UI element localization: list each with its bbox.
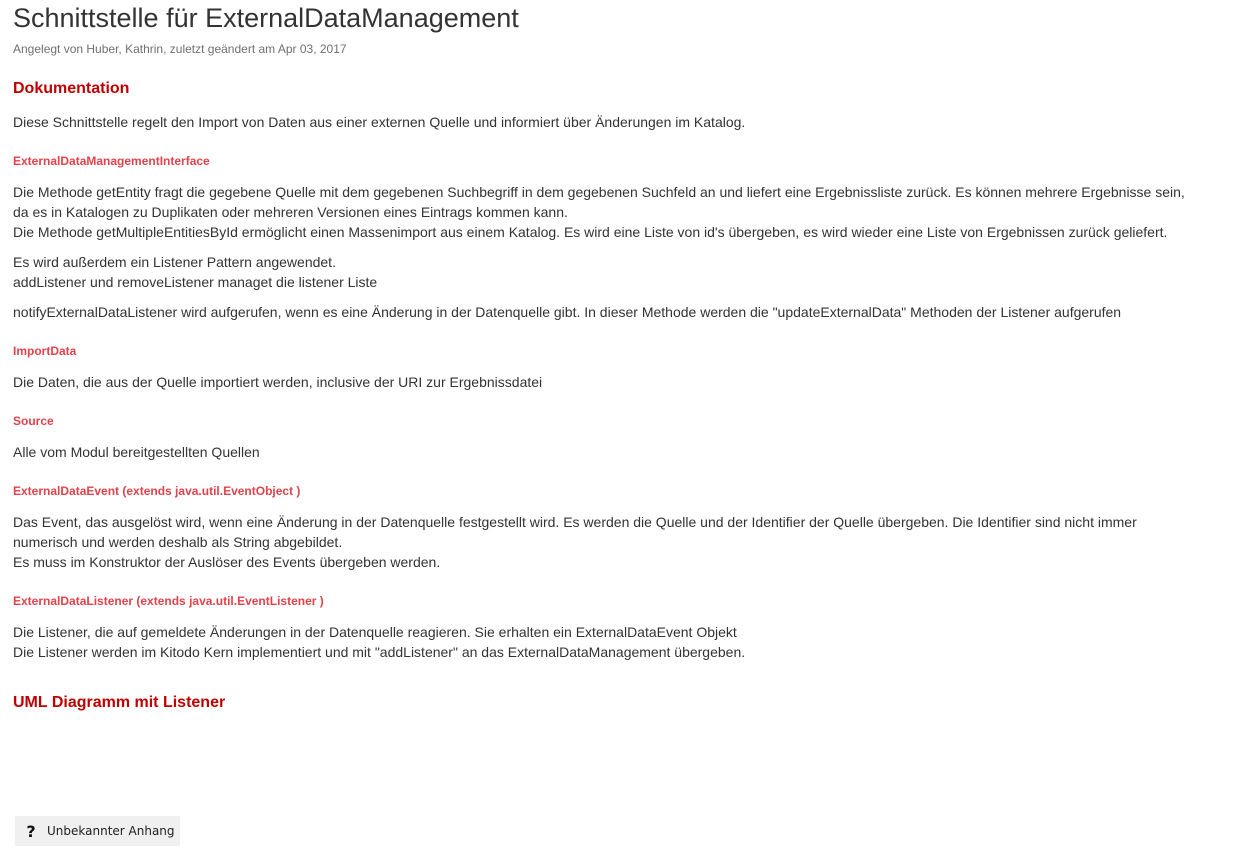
listener-description (13, 622, 1223, 662)
attachment-label: Unbekannter Anhang (47, 824, 175, 838)
event-description-line: numerisch und werden deshalb als String abgebildet. (13, 534, 343, 550)
interface-description-line: da es in Katalogen zu Duplikaten oder mehreren Versionen eines Eintrags kommen kann. (13, 204, 568, 220)
subheading-importdata: ImportData (13, 344, 77, 358)
interface-description (13, 182, 1223, 242)
subheading-source: Source (13, 414, 54, 428)
listener-description-line: Die Listener werden im Kitodo Kern implementiert und mit "addListener" an das ExternalDataManagement übergeben. (13, 644, 746, 660)
subheading-external-data-event: ExternalDataEvent (extends java.util.EventObject ) (13, 484, 301, 498)
listener-description-line: Die Listener, die auf gemeldete Änderungen in der Datenquelle reagieren. Sie erhalten ein ExternalDataEvent Objekt (13, 624, 737, 640)
section-heading-dokumentation: Dokumentation (13, 80, 130, 97)
documentation-intro: Diese Schnittstelle regelt den Import von Daten aus einer externen Quelle und informiert über Änderungen im Katalog. (13, 114, 746, 130)
event-description-line: Das Event, das ausgelöst wird, wenn eine Änderung in der Datenquelle festgestellt wird. Es werden die Quelle und der Identifier der Quelle übergeben. Die Identifier sind nicht immer (13, 514, 1137, 530)
source-description: Alle vom Modul bereitgestellten Quellen (13, 444, 260, 460)
subheading-external-data-listener: ExternalDataListener (extends java.util.EventListener ) (13, 594, 324, 608)
page-metadata: Angelegt von Huber, Kathrin, zuletzt geändert am Apr 03, 2017 (13, 42, 347, 56)
interface-description-line: Die Methode getEntity fragt die gegebene Quelle mit dem gegebenen Suchbegriff in dem gegebenen Suchfeld an und liefert eine Ergebnissliste zurück. Es können mehrere Ergebnisse sein, (13, 184, 1185, 200)
event-description (13, 512, 1223, 572)
unknown-attachment[interactable] (15, 816, 180, 846)
listener-pattern-line: Es wird außerdem ein Listener Pattern angewendet. (13, 254, 336, 270)
section-heading-uml: UML Diagramm mit Listener (13, 694, 226, 711)
importdata-description: Die Daten, die aus der Quelle importiert werden, inclusive der URI zur Ergebnissdatei (13, 374, 543, 390)
notify-description: notifyExternalDataListener wird aufgerufen, wenn es eine Änderung in der Datenquelle gibt. In dieser Methode werden die "updateExternalData" Methoden der Listener aufgerufen (13, 304, 1122, 320)
listener-pattern-line: addListener und removeListener managet die listener Liste (13, 274, 378, 290)
question-mark-icon: ? (26, 821, 36, 841)
interface-description-line: Die Methode getMultipleEntitiesById ermöglicht einen Massenimport aus einem Katalog. Es wird eine Liste von id's übergeben, es wird wieder eine Liste von Ergebnissen zurück geliefert. (13, 224, 1168, 240)
listener-pattern-description (13, 252, 1223, 292)
event-description-line: Es muss im Konstruktor der Auslöser des Events übergeben werden. (13, 554, 441, 570)
page-title: Schnittstelle für ExternalDataManagement (13, 3, 519, 33)
subheading-interface: ExternalDataManagementInterface (13, 154, 210, 168)
